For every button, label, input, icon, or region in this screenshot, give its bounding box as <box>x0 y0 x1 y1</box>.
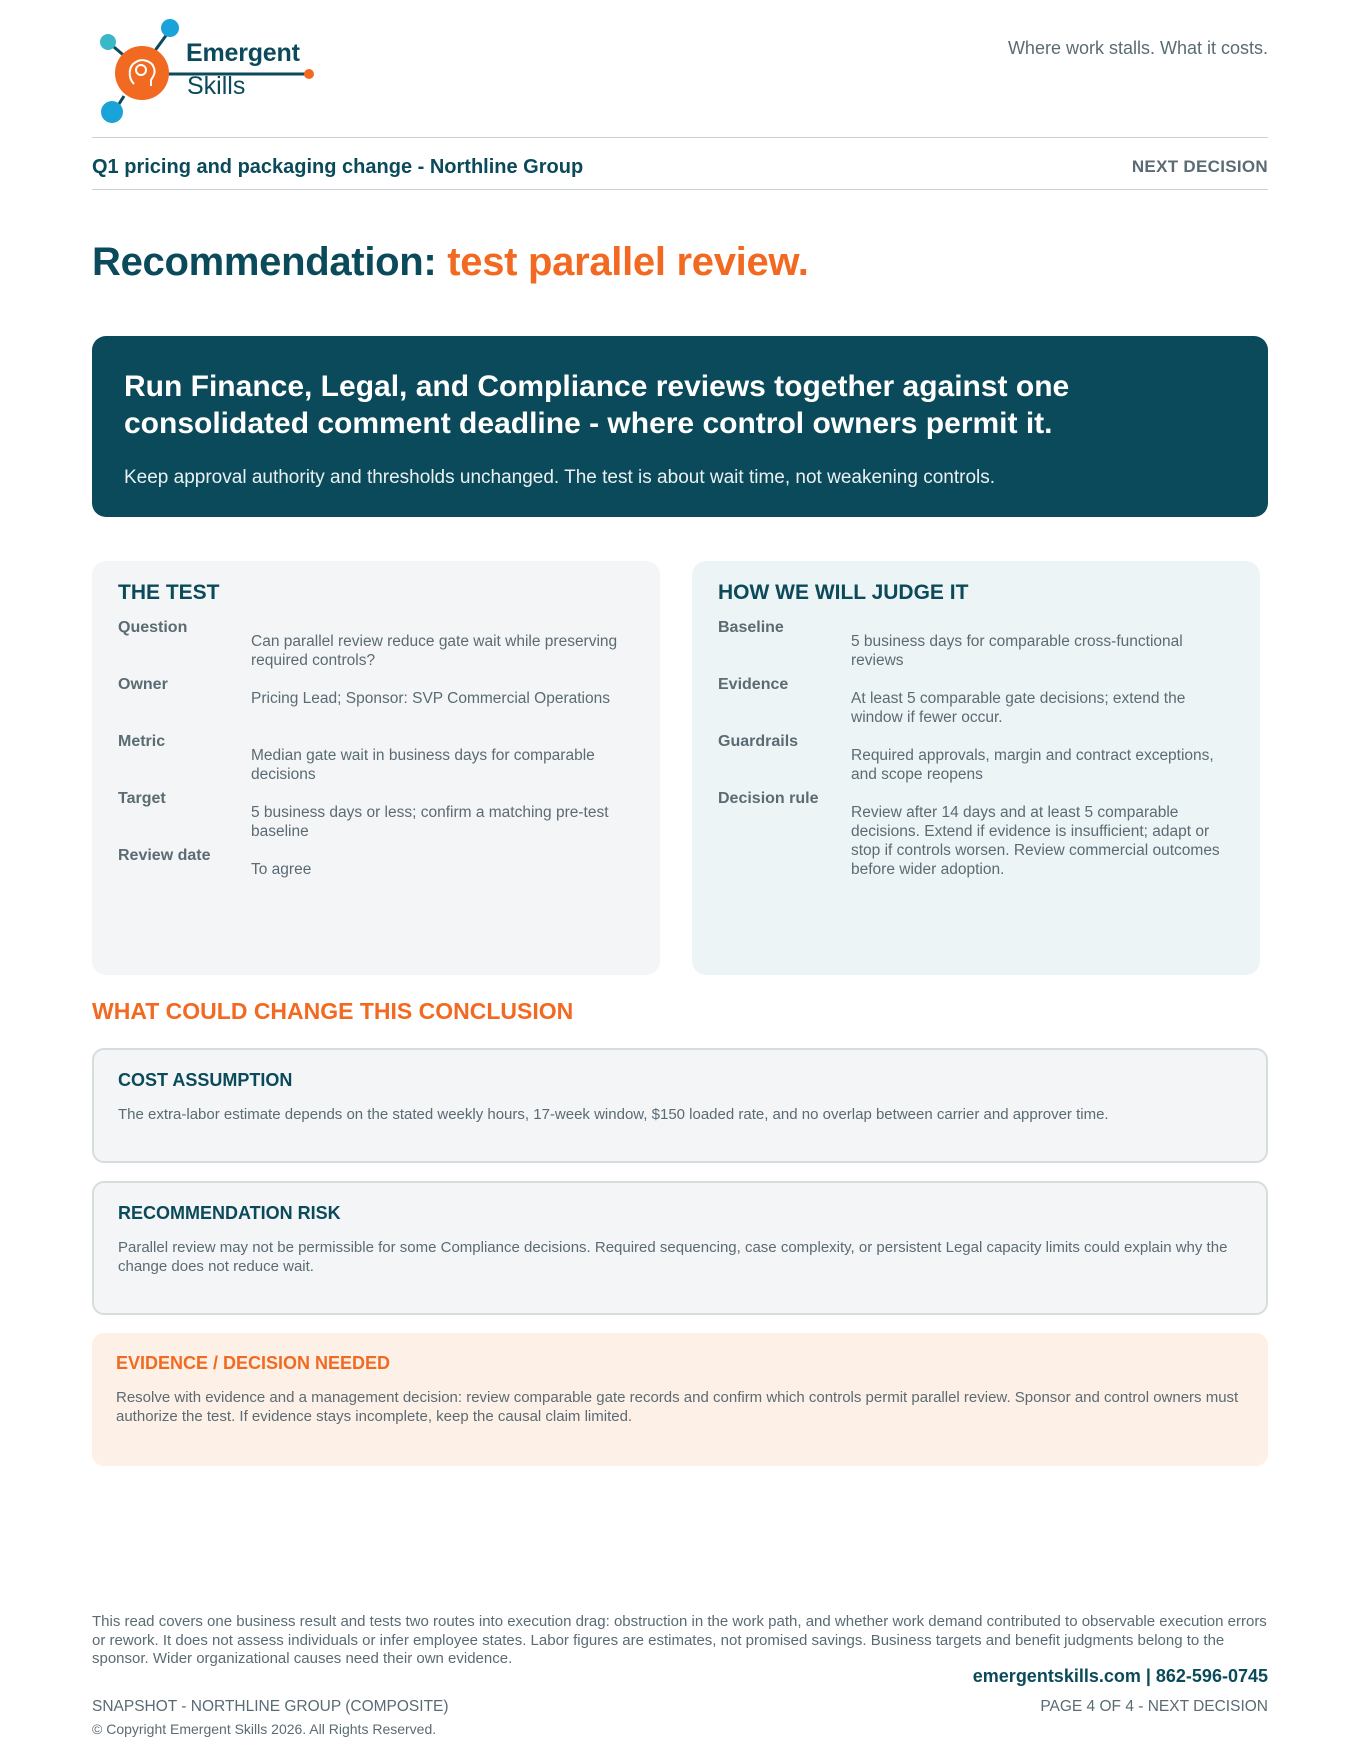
test-row-metric <box>118 733 634 790</box>
judge-card <box>692 561 1260 975</box>
test-row-owner <box>118 676 634 733</box>
recommendation-statement: Run Finance, Legal, and Compliance reviews together against one consolidated comment deadline - where control owners permit it. <box>124 370 1070 440</box>
evidence-decision-text: Resolve with evidence and a management decision: review comparable gate records and confirm which controls permit parallel review. Sponsor and control owners must authorize the test. If evidence stays incomplete, keep the causal claim limited. <box>116 1389 1239 1425</box>
test-card <box>92 561 660 975</box>
brand-name-line1: Emergent <box>186 39 300 67</box>
header-divider <box>92 137 1268 138</box>
judge-row-baseline <box>718 619 1234 676</box>
row-label: Evidence <box>718 676 789 693</box>
row-label: Review date <box>118 847 211 864</box>
row-label: Question <box>118 619 188 636</box>
footer-snapshot-label: SNAPSHOT - NORTHLINE GROUP (COMPOSITE) <box>92 1698 449 1715</box>
row-label: Decision rule <box>718 790 819 807</box>
subheader-divider <box>92 189 1268 190</box>
test-row-review-date <box>118 847 634 904</box>
footer-contact: emergentskills.com | 862-596-0745 <box>972 1666 1268 1686</box>
headline-lead: Recommendation: <box>92 240 448 284</box>
judge-row-decision-rule <box>718 790 1234 879</box>
row-value: Median gate wait in business days for comparable decisions <box>251 747 595 783</box>
row-value: Pricing Lead; Sponsor: SVP Commercial Operations <box>251 690 610 707</box>
judge-row-guardrails <box>718 733 1234 790</box>
row-label: Metric <box>118 733 166 750</box>
evidence-decision-box <box>92 1333 1268 1466</box>
row-value: Required approvals, margin and contract exceptions, and scope reopens <box>851 747 1214 783</box>
test-row-question <box>118 619 634 676</box>
brand-name-line2: Skills <box>187 72 246 100</box>
headline-accent: test parallel review. <box>447 240 809 284</box>
row-value: At least 5 comparable gate decisions; extend the window if fewer occur. <box>851 690 1186 726</box>
section-tag: NEXT DECISION <box>1131 157 1268 176</box>
row-value: 5 business days for comparable cross-functional reviews <box>851 633 1183 669</box>
cost-assumption-text: The extra-labor estimate depends on the stated weekly hours, 17-week window, $150 loaded rate, and no overlap between carrier and approver time. <box>118 1106 1109 1123</box>
brand-tagline: Where work stalls. What it costs. <box>1007 38 1268 58</box>
row-label: Guardrails <box>718 733 799 750</box>
recommendation-banner <box>92 336 1268 517</box>
judge-row-evidence <box>718 676 1234 733</box>
row-value: 5 business days or less; confirm a matching pre-test baseline <box>251 804 609 840</box>
footer-page-number: PAGE 4 OF 4 - NEXT DECISION <box>1040 1698 1268 1715</box>
change-section-title: WHAT COULD CHANGE THIS CONCLUSION <box>92 998 574 1024</box>
row-label: Owner <box>118 676 168 693</box>
brand-logo <box>94 18 324 130</box>
test-card-title: THE TEST <box>118 581 220 604</box>
row-value: Review after 14 days and at least 5 comparable decisions. Extend if evidence is insufficient; adapt or stop if controls worsen. Review commercial outcomes before wider adoption. <box>851 804 1220 878</box>
footer-copyright: © Copyright Emergent Skills 2026. All Rights Reserved. <box>92 1721 437 1737</box>
recommendation-risk-title: RECOMMENDATION RISK <box>118 1203 341 1223</box>
cost-assumption-title: COST ASSUMPTION <box>118 1070 293 1090</box>
cost-assumption-box <box>92 1048 1268 1163</box>
evidence-decision-title: EVIDENCE / DECISION NEEDED <box>116 1353 391 1373</box>
subheader <box>92 154 1268 180</box>
recommendation-risk-text: Parallel review may not be permissible for some Compliance decisions. Required sequencing, case complexity, or persistent Legal capacity limits could explain why the change does not reduce wait. <box>118 1239 1228 1275</box>
row-value: To agree <box>251 861 312 878</box>
recommendation-risk-box <box>92 1181 1268 1315</box>
page-headline <box>92 240 809 285</box>
row-value: Can parallel review reduce gate wait while preserving required controls? <box>251 633 618 669</box>
row-label: Target <box>118 790 166 807</box>
footer-disclaimer: This read covers one business result and tests two routes into execution drag: obstruction in the work path, and whether work demand contributed to observable execution errors or rework. It does not assess individuals or infer employee states. Labor figures are estimates, not promised savings. Business targets and benefit judgments belong to the sponsor. Wider organizational causes need their own evidence. <box>92 1613 1267 1667</box>
row-label: Baseline <box>718 619 784 636</box>
judge-card-title: HOW WE WILL JUDGE IT <box>718 581 969 604</box>
test-row-target <box>118 790 634 847</box>
project-title: Q1 pricing and packaging change - Northline Group <box>92 155 584 178</box>
recommendation-note: Keep approval authority and thresholds unchanged. The test is about wait time, not weakening controls. <box>124 467 996 488</box>
